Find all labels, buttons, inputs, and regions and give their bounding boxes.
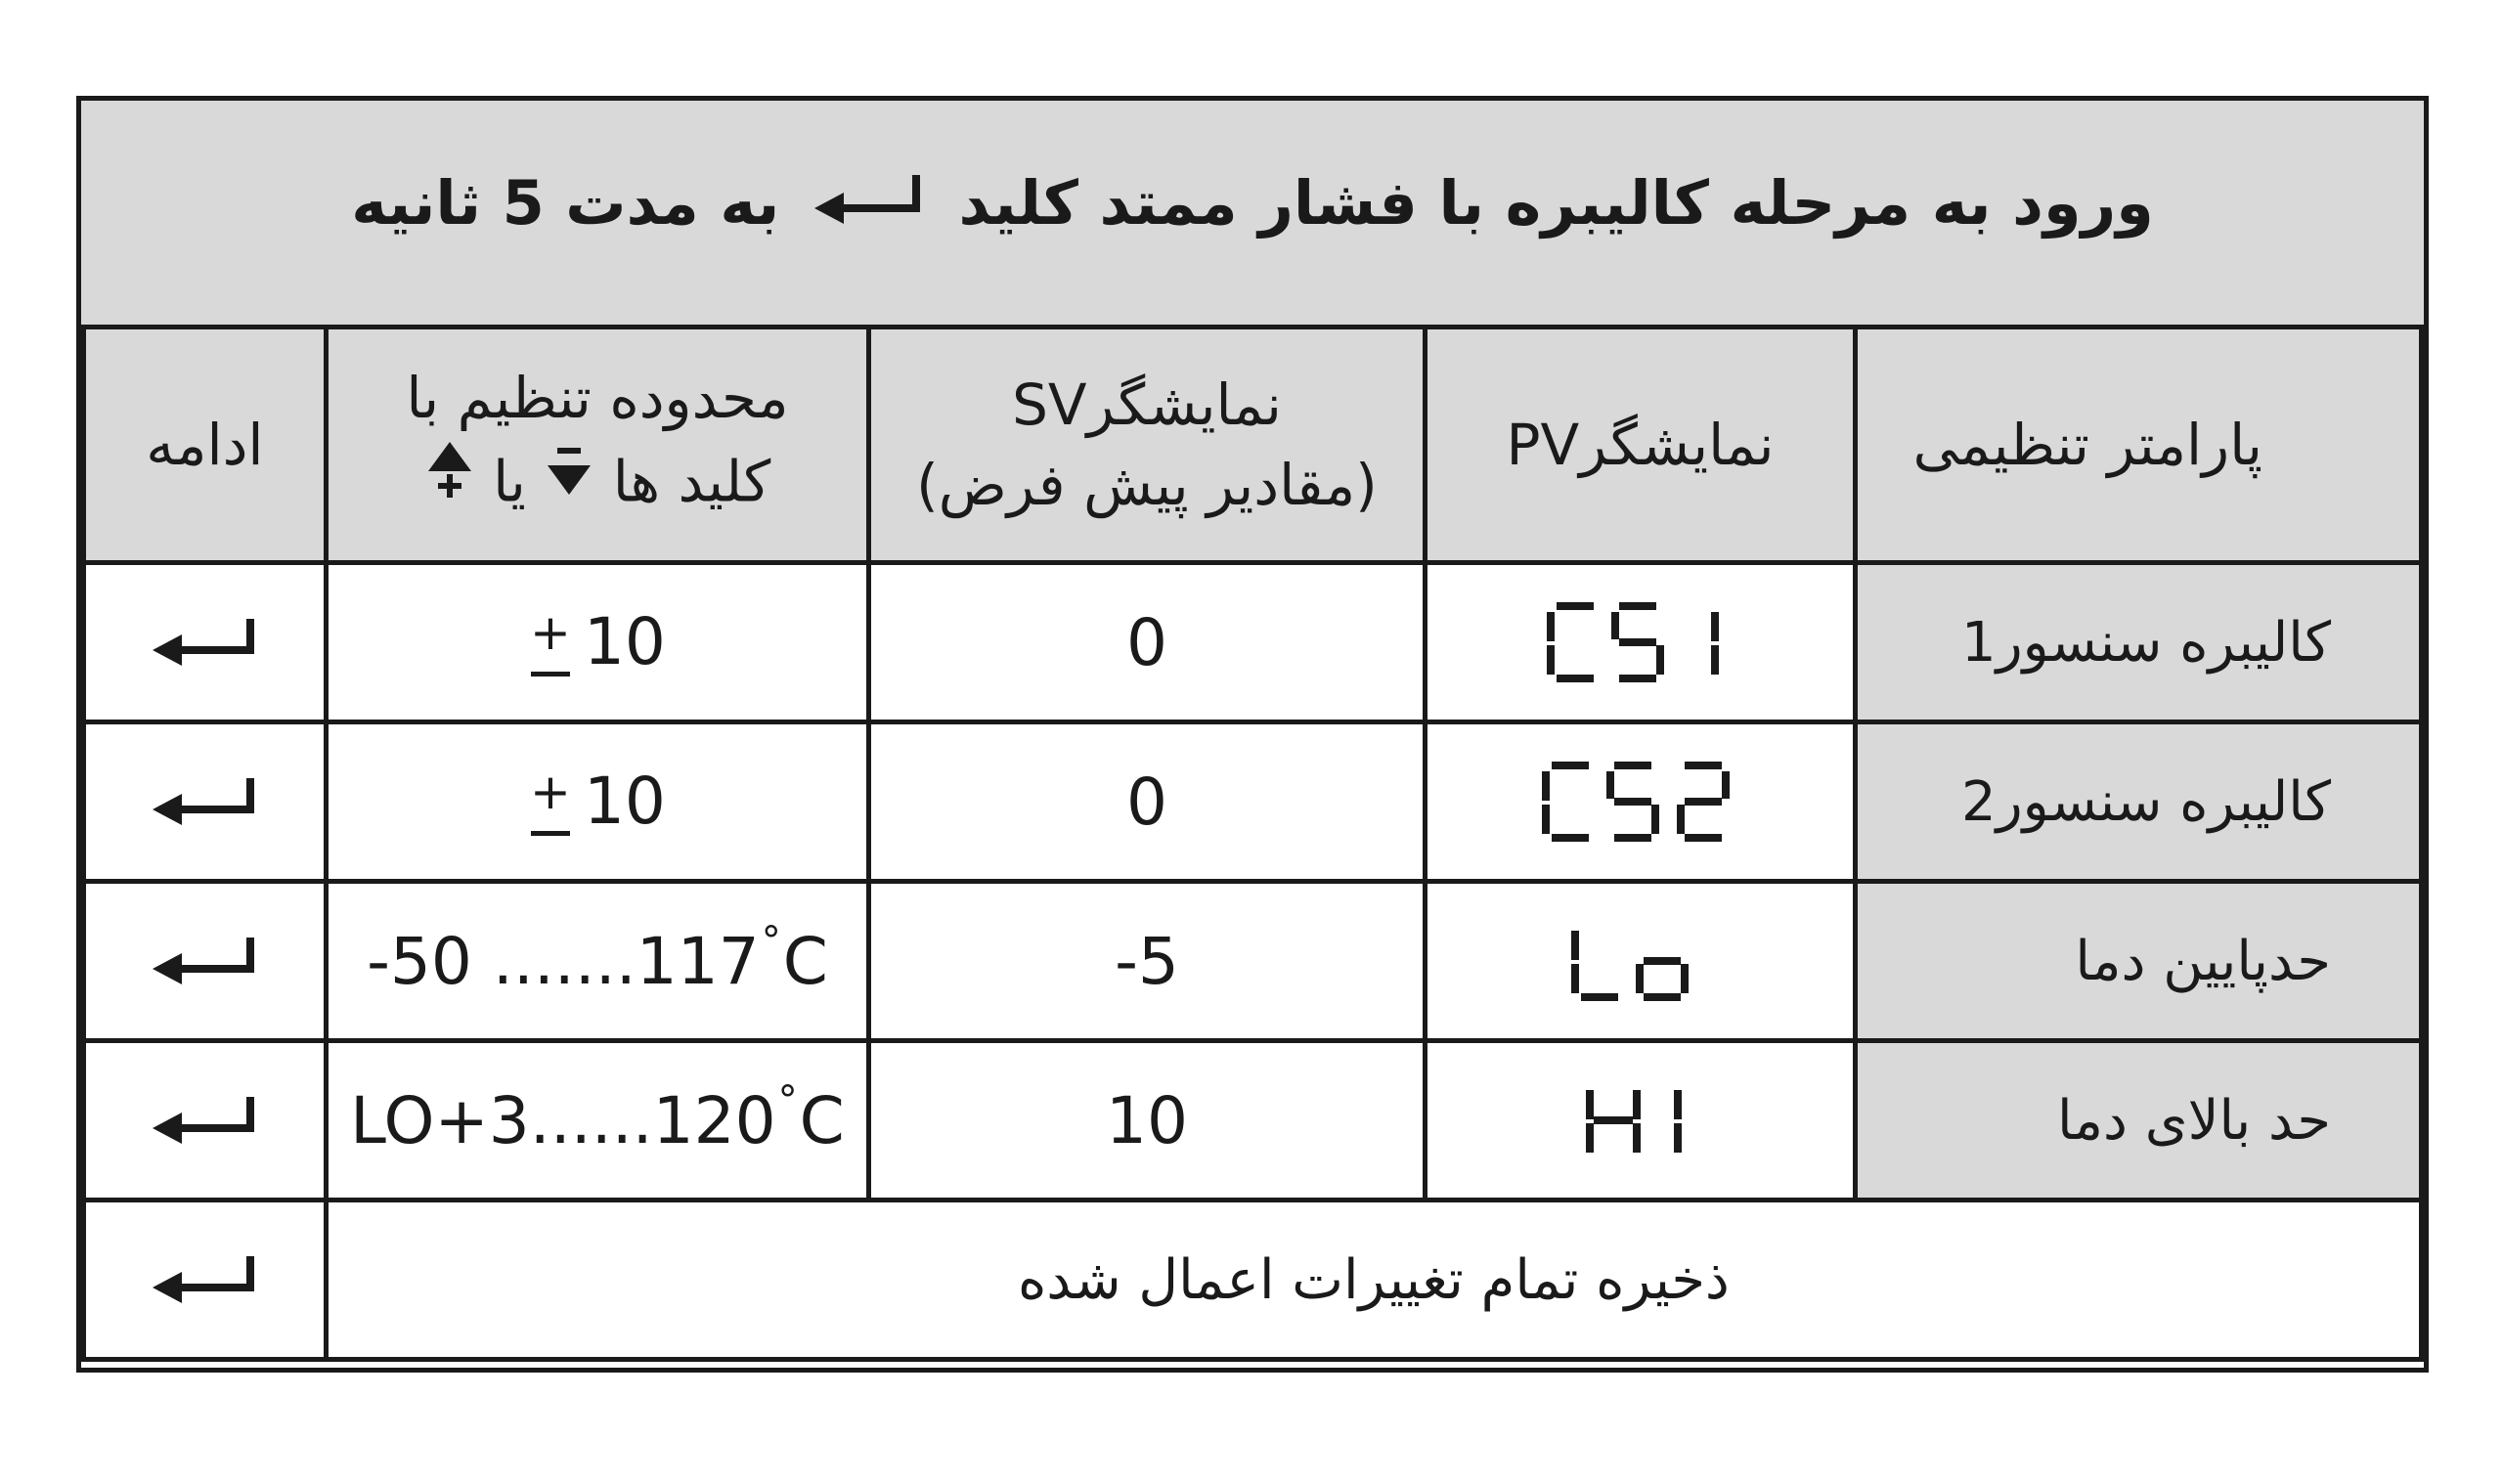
- param-cell: حد بالای دما: [1856, 1041, 2422, 1200]
- header-range-line2: [329, 438, 866, 533]
- seven-segment-cs1: [1543, 598, 1738, 686]
- param-cell: حدپایین دما: [1856, 882, 2422, 1041]
- plus-minus-icon: +: [529, 612, 572, 680]
- title-before-key: ورود به مرحله کالیبره با فشار ممتد کلید: [958, 167, 2154, 239]
- header-range: [326, 327, 868, 563]
- header-sv: [869, 327, 1426, 563]
- pv-display-hi: [1425, 1041, 1855, 1200]
- range-unit: C: [782, 923, 828, 999]
- table-row-cs2: [84, 722, 2422, 882]
- seven-segment-lo: [1567, 917, 1714, 1005]
- sv-cell: 10: [869, 1041, 1426, 1200]
- enter-key-icon: [84, 1200, 327, 1360]
- sv-cell: 0: [869, 563, 1426, 722]
- range-unit: C: [799, 1082, 845, 1158]
- header-sv-line1: نمایشگرSV: [1012, 371, 1282, 438]
- header-sv-line2: (مقادیر پیش فرض): [916, 452, 1378, 518]
- range-cell: [326, 722, 868, 882]
- pv-display-lo: [1425, 882, 1855, 1041]
- table-row-save: [84, 1200, 2422, 1360]
- parameter-table: [81, 325, 2424, 1362]
- enter-key-icon: [84, 882, 327, 1041]
- range-value: 10: [583, 604, 666, 680]
- enter-key-icon: [84, 722, 327, 882]
- title-band: [81, 101, 2424, 329]
- table-row-cs1: [84, 563, 2422, 722]
- header-range-line1: محدوده تنظیم با: [406, 364, 789, 431]
- header-range-keys-label: کلید ها: [612, 448, 771, 515]
- enter-key-icon: [84, 563, 327, 722]
- header-range-or: یا: [493, 448, 526, 515]
- header-pv: نمایشگرPV: [1425, 327, 1855, 563]
- header-row: [84, 327, 2422, 563]
- range-value: 10: [583, 764, 666, 840]
- range-cell: [326, 882, 868, 1041]
- range-value: LO+3......120: [350, 1082, 776, 1158]
- table-row-lo: [84, 882, 2422, 1041]
- table-title: [81, 159, 2424, 251]
- up-arrow-key-icon: [424, 438, 475, 533]
- table-row-hi: [84, 1041, 2422, 1200]
- pv-display-cs1: [1425, 563, 1855, 722]
- enter-key-icon: [811, 163, 928, 251]
- degree-symbol: °: [761, 918, 781, 964]
- seven-segment-hi: [1582, 1076, 1699, 1164]
- title-after-key: به مدت 5 ثانیه: [351, 167, 780, 239]
- header-param: پارامتر تنظیمی: [1856, 327, 2422, 563]
- range-cell: [326, 1041, 868, 1200]
- param-cell: کالیبره سنسور1: [1856, 563, 2422, 722]
- down-arrow-key-icon: [544, 444, 594, 527]
- enter-key-icon: [84, 1041, 327, 1200]
- header-next: ادامه: [84, 327, 327, 563]
- pv-display-cs2: [1425, 722, 1855, 882]
- degree-symbol: °: [777, 1077, 798, 1123]
- param-cell: کالیبره سنسور2: [1856, 722, 2422, 882]
- sv-cell: -5: [869, 882, 1426, 1041]
- seven-segment-cs2: [1538, 758, 1743, 846]
- save-text: ذخیره تمام تغییرات اعمال شده: [326, 1200, 2421, 1360]
- calibration-table-sheet: [76, 96, 2429, 1373]
- sv-cell: 0: [869, 722, 1426, 882]
- plus-minus-icon: +: [529, 771, 572, 840]
- range-value: -50 .......117: [367, 923, 760, 999]
- range-cell: [326, 563, 868, 722]
